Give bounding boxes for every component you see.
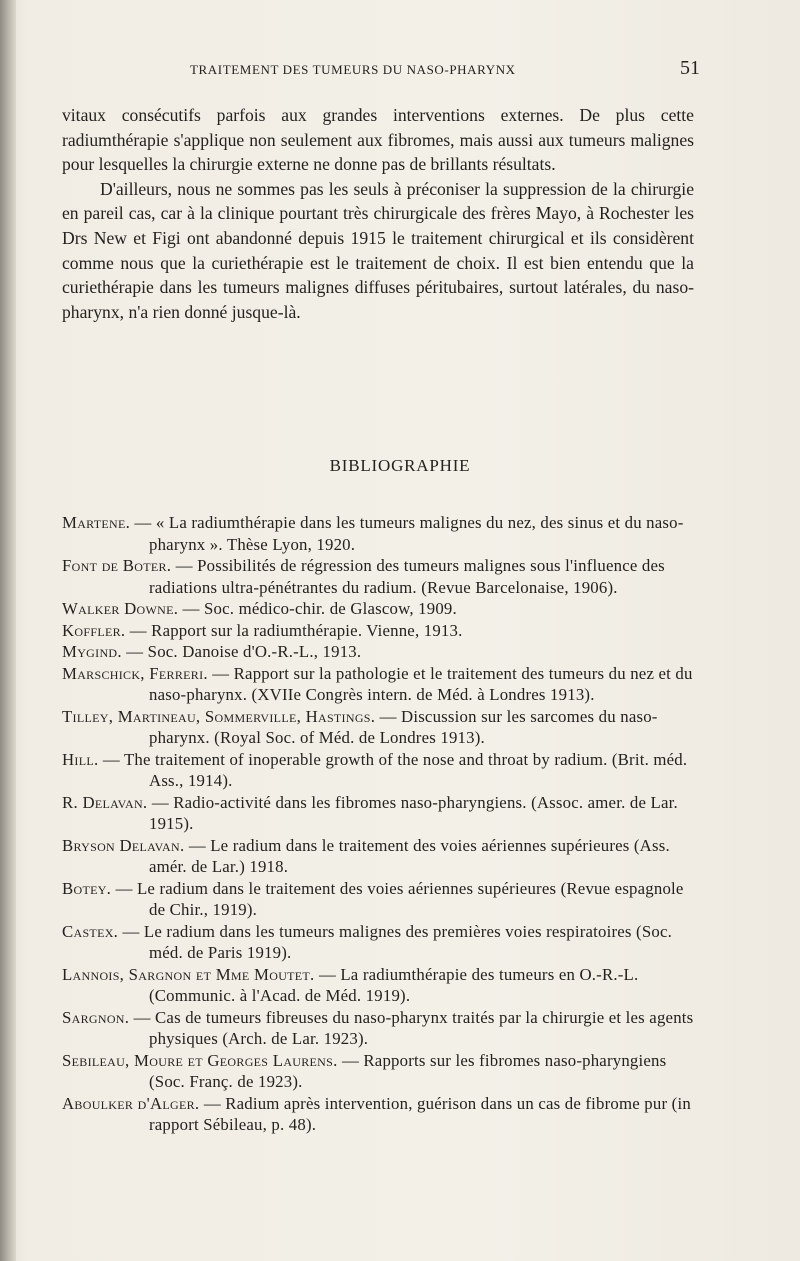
running-title: TRAITEMENT DES TUMEURS DU NASO-PHARYNX	[190, 62, 516, 77]
entry-text: — Rapport sur la pathologie et le traitement des tumeurs du nez et du naso-pharynx. (XVIIe Congrès intern. de Méd. à Londres 1913).	[149, 663, 693, 704]
bibliography-list	[62, 512, 694, 1136]
bibliography-entry	[62, 1093, 694, 1136]
bibliography-title: BIBLIOGRAPHIE	[329, 456, 471, 475]
entry-author: Hill.	[62, 749, 99, 769]
entry-author: Castex.	[62, 921, 119, 941]
bibliography-entry	[62, 512, 694, 555]
bibliography-entry	[62, 921, 694, 964]
page-header	[190, 57, 700, 84]
bibliography-entry	[62, 964, 694, 1007]
entry-author: Tilley, Martineau, Sommerville, Hastings.	[62, 706, 376, 726]
entry-text: — Possibilités de régression des tumeurs malignes sous l'influence des radiations ultra-pénétrantes du radium. (Revue Barcelonaise, 1906).	[149, 556, 665, 597]
entry-author: Marschick, Ferreri.	[62, 663, 208, 683]
entry-author: Lannois, Sargnon et Mme Moutet.	[62, 964, 315, 984]
bibliography-entry	[62, 1007, 694, 1050]
entry-text: — Rapport sur la radiumthérapie. Vienne, 1913.	[125, 620, 463, 640]
bibliography-entry	[62, 749, 694, 792]
entry-author: Mygind.	[62, 642, 122, 661]
book-spine-shadow	[0, 0, 16, 1261]
entry-author: Walker Downe.	[62, 599, 179, 618]
entry-author: R. Delavan.	[62, 792, 148, 812]
entry-author: Koffler.	[62, 620, 126, 640]
entry-text: — Soc. médico-chir. de Glascow, 1909.	[178, 599, 457, 618]
entry-text: — Le radium dans le traitement des voies aériennes supérieures (Ass. amér. de Lar.) 1918.	[149, 835, 670, 876]
entry-author: Martene.	[62, 513, 131, 532]
entry-text: — Radio-activité dans les fibromes naso-pharyngiens. (Assoc. amer. de Lar. 1915).	[147, 792, 678, 833]
bibliography-entry	[62, 878, 694, 921]
entry-text: — The traitement of inoperable growth of the nose and throat by radium. (Brit. méd. Ass., 1914).	[98, 749, 688, 790]
bibliography-entry	[62, 1050, 694, 1093]
paragraph: vitaux consécutifs parfois aux grandes interventions externes. De plus cette radiumthérapie s'applique non seulement aux fibromes, mais aussi aux tumeurs malignes pour lesquelles la chirurgie externe ne donne pas de brillants résultats.	[62, 105, 694, 175]
bibliography-entry	[62, 555, 694, 598]
bibliography-entry	[62, 663, 694, 706]
entry-text: — Le radium dans le traitement des voies aériennes supérieures (Revue espagnole de Chir., 1919).	[111, 878, 684, 919]
entry-author: Botey.	[62, 878, 112, 898]
bibliography-entry	[62, 792, 694, 835]
body-text	[62, 103, 694, 324]
entry-author: Font de Boter.	[62, 556, 172, 575]
entry-text: — Soc. Danoise d'O.-R.-L., 1913.	[121, 642, 362, 661]
bibliography-entry	[62, 706, 694, 749]
page-number: 51	[680, 57, 700, 79]
entry-text: — Cas de tumeurs fibreuses du naso-pharynx traités par la chirurgie et les agents physiques (Arch. de Lar. 1923).	[129, 1007, 694, 1048]
bibliography-entry	[62, 835, 694, 878]
entry-author: Sebileau, Moure et Georges Laurens.	[62, 1050, 338, 1070]
entry-text: — Discussion sur les sarcomes du naso-pharynx. (Royal Soc. of Méd. de Londres 1913).	[149, 706, 658, 747]
entry-author: Sargnon.	[62, 1007, 130, 1027]
entry-author: Bryson Delavan.	[62, 835, 185, 855]
entry-author: Aboulker d'Alger.	[62, 1093, 200, 1113]
bibliography-entry	[62, 620, 694, 642]
bibliography-entry	[62, 598, 694, 620]
entry-text: — « La radiumthérapie dans les tumeurs malignes du nez, des sinus et du naso-pharynx ». Thèse Lyon, 1920.	[130, 513, 684, 554]
entry-text: — Rapports sur les fibromes naso-pharyngiens (Soc. Franç. de 1923).	[149, 1050, 667, 1091]
entry-text: — La radiumthérapie des tumeurs en O.-R.-L. (Communic. à l'Acad. de Méd. 1919).	[149, 964, 639, 1005]
entry-text: — Le radium dans les tumeurs malignes des premières voies respiratoires (Soc. méd. de Paris 1919).	[118, 921, 673, 962]
entry-text: — Radium après intervention, guérison dans un cas de fibrome pur (in rapport Sébileau, p. 48).	[149, 1093, 691, 1134]
bibliography-entry	[62, 641, 694, 663]
paragraph: D'ailleurs, nous ne sommes pas les seuls à préconiser la suppression de la chirurgie en pareil cas, car à la clinique pourtant très chirurgicale des frères Mayo, à Rochester les Drs New et Figi ont abandonné depuis 1915 le traitement chirurgical et ils considèrent comme nous que la curiethérapie est le traitement de choix. Il est bien entendu que la curiethérapie dans les tumeurs malignes diffuses péritubaires, surtout latérales, du naso-pharynx, n'a rien donné jusque-là.	[62, 178, 694, 322]
